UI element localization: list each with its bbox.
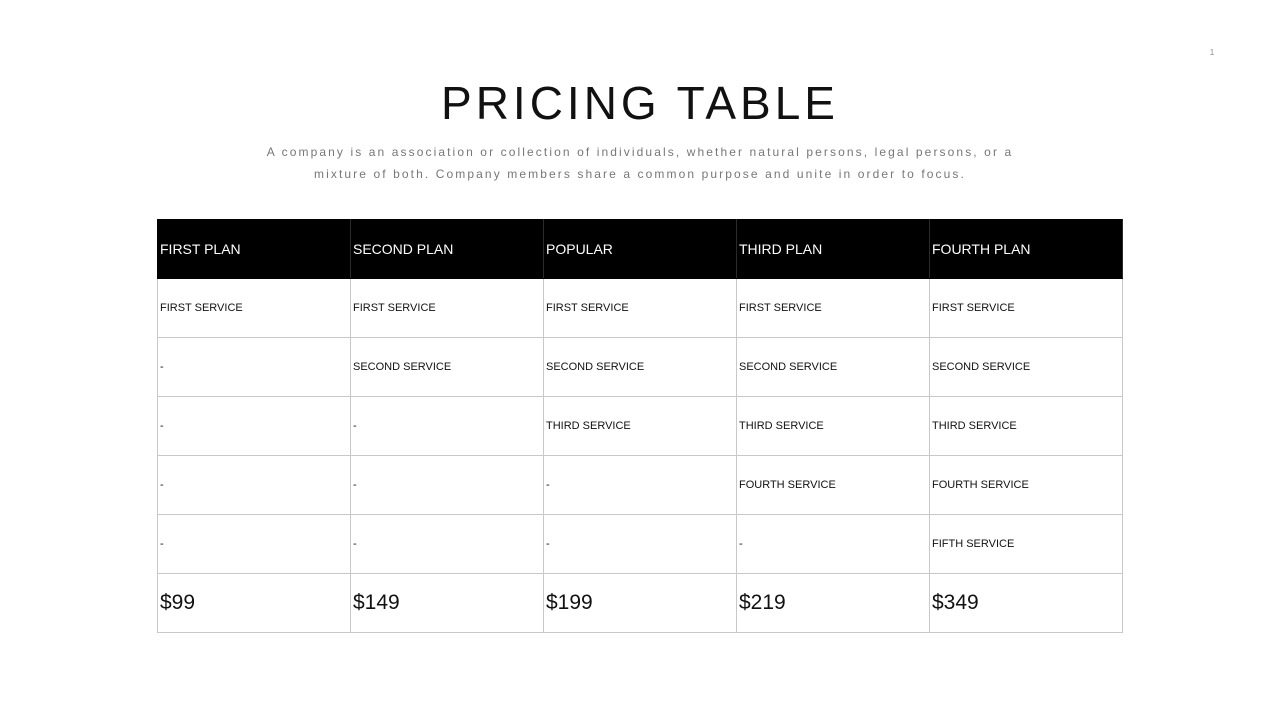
table-row <box>158 397 1123 456</box>
table-cell: - <box>351 397 544 456</box>
table-cell: - <box>544 515 737 574</box>
table-cell: - <box>737 515 930 574</box>
table-cell: FIRST SERVICE <box>544 279 737 338</box>
table-cell: FIRST SERVICE <box>737 279 930 338</box>
table-cell: - <box>544 456 737 515</box>
table-cell: SECOND SERVICE <box>544 338 737 397</box>
pricing-table <box>157 219 1123 633</box>
price-fourth-plan: $349 <box>930 574 1123 633</box>
table-cell: - <box>351 515 544 574</box>
table-cell: FIFTH SERVICE <box>930 515 1123 574</box>
header-fourth-plan: FOURTH PLAN <box>930 220 1123 279</box>
table-cell: FOURTH SERVICE <box>737 456 930 515</box>
header-popular: POPULAR <box>544 220 737 279</box>
table-cell: - <box>158 456 351 515</box>
table-cell: - <box>158 397 351 456</box>
table-row <box>158 456 1123 515</box>
price-first-plan: $99 <box>158 574 351 633</box>
table-cell: THIRD SERVICE <box>737 397 930 456</box>
subtitle-line-1: A company is an association or collection of individuals, whether natural persons, legal persons, or a <box>266 145 1014 159</box>
table-row <box>158 338 1123 397</box>
table-cell: SECOND SERVICE <box>351 338 544 397</box>
table-cell: FIRST SERVICE <box>930 279 1123 338</box>
page-number: 1 <box>1209 48 1215 57</box>
subtitle-line-2: mixture of both. Company members share a common purpose and unite in order to focus. <box>314 167 966 181</box>
table-cell: - <box>351 456 544 515</box>
table-cell: FIRST SERVICE <box>351 279 544 338</box>
page-title: PRICING TABLE <box>441 77 839 129</box>
price-row <box>158 574 1123 633</box>
table-cell: - <box>158 338 351 397</box>
table-cell: THIRD SERVICE <box>544 397 737 456</box>
subtitle <box>250 141 1030 185</box>
table-cell: SECOND SERVICE <box>737 338 930 397</box>
table-row <box>158 279 1123 338</box>
header-first-plan: FIRST PLAN <box>158 220 351 279</box>
price-popular: $199 <box>544 574 737 633</box>
table-cell: FOURTH SERVICE <box>930 456 1123 515</box>
table-cell: THIRD SERVICE <box>930 397 1123 456</box>
header-third-plan: THIRD PLAN <box>737 220 930 279</box>
table-cell: - <box>158 515 351 574</box>
header-second-plan: SECOND PLAN <box>351 220 544 279</box>
price-second-plan: $149 <box>351 574 544 633</box>
table-cell: SECOND SERVICE <box>930 338 1123 397</box>
price-third-plan: $219 <box>737 574 930 633</box>
table-row <box>158 515 1123 574</box>
table-header-row <box>158 220 1123 279</box>
table-cell: FIRST SERVICE <box>158 279 351 338</box>
